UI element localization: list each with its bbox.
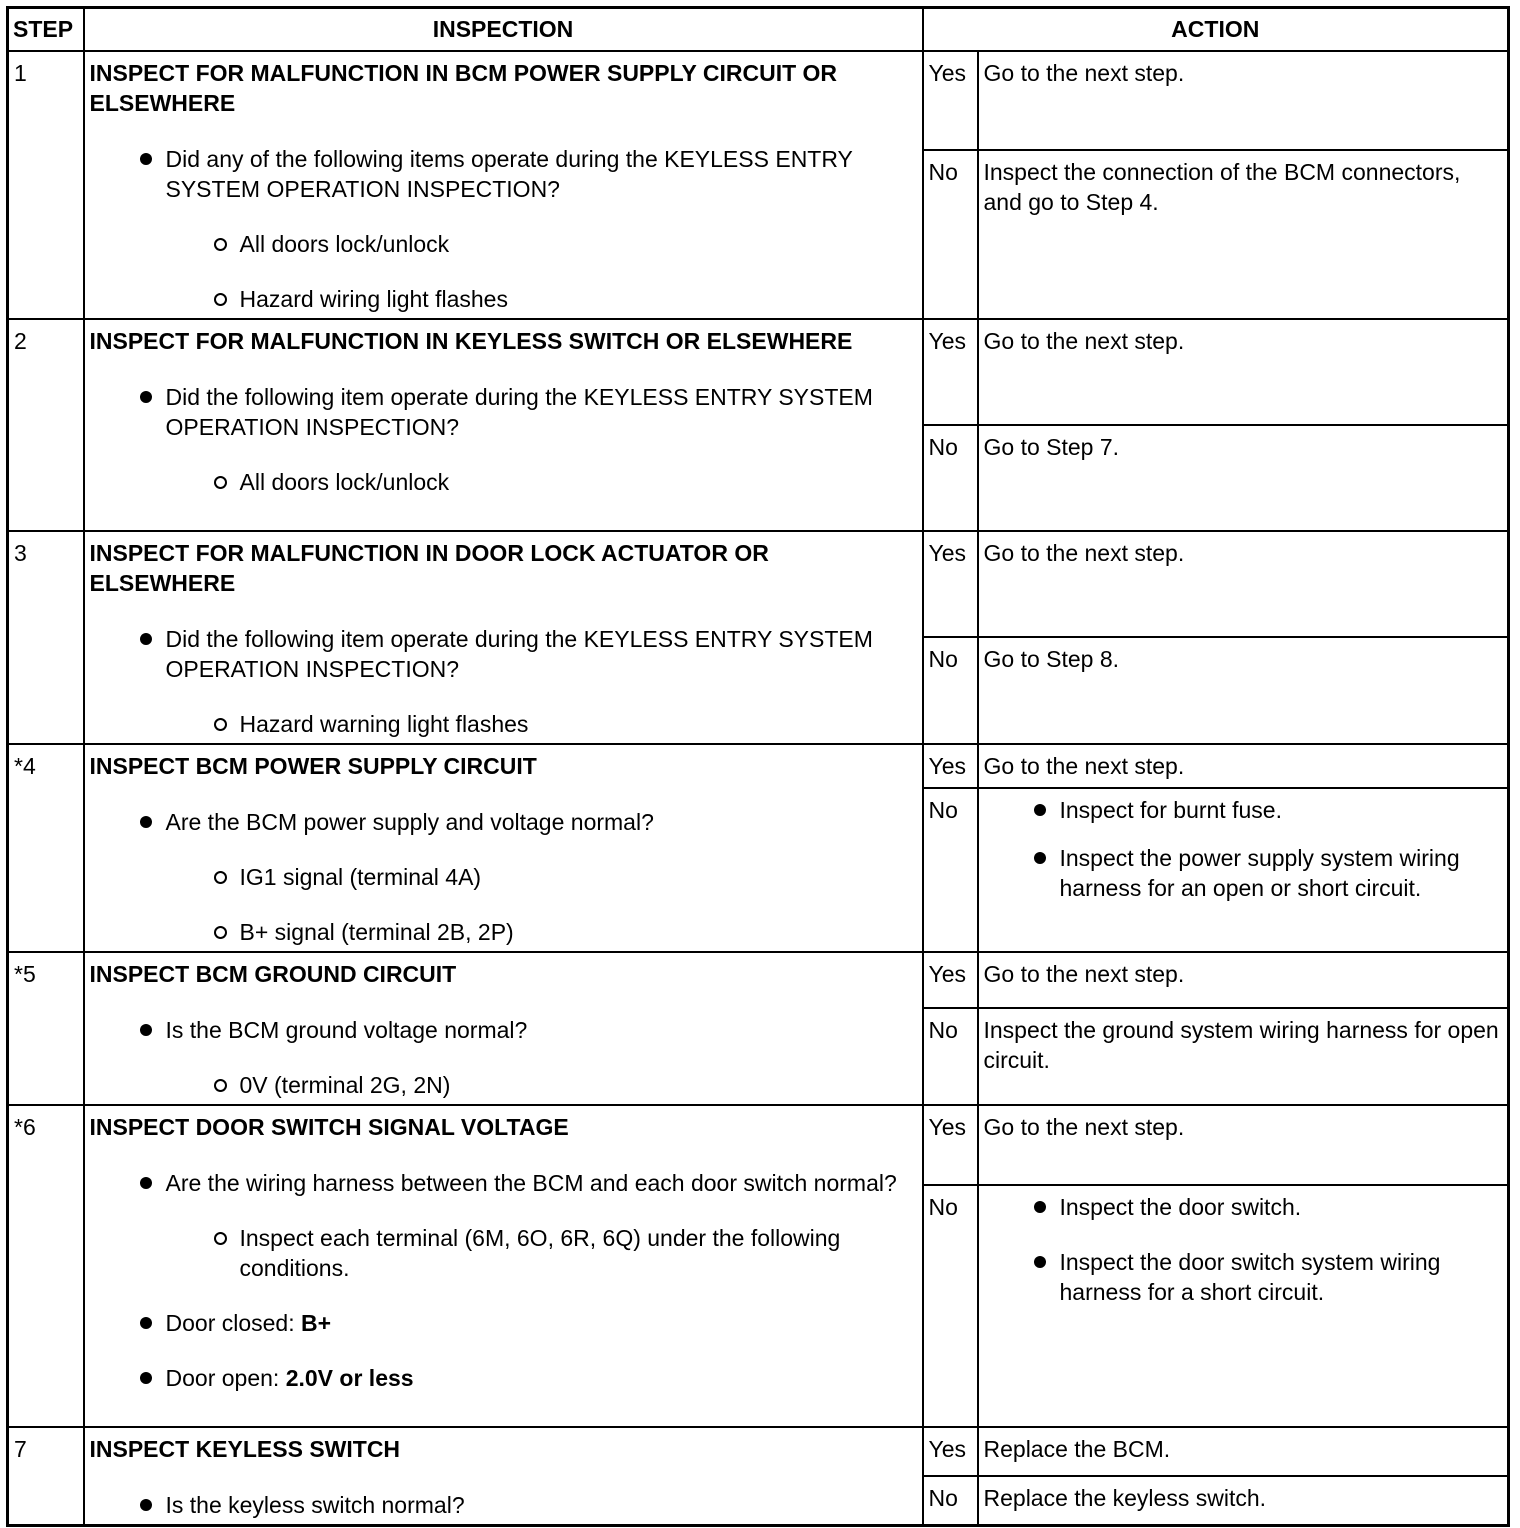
step-number: 7	[8, 1427, 84, 1526]
header-action: ACTION	[923, 8, 1509, 51]
action-bullet: Inspect the door switch system wiring harness for a short circuit.	[984, 1247, 1503, 1307]
yes-action: Replace the BCM.	[978, 1427, 1509, 1477]
yes-label: Yes	[923, 1427, 978, 1477]
inspection-cell	[84, 531, 923, 744]
condition-value: B+	[301, 1309, 332, 1336]
inspection-title: INSPECT DOOR SWITCH SIGNAL VOLTAGE	[89, 1113, 569, 1140]
action-bullet: Inspect the power supply system wiring harness for an open or short circuit.	[984, 843, 1503, 903]
sub-bullet-item: B+ signal (terminal 2B, 2P)	[90, 917, 917, 947]
sub-bullet-item: Inspect each terminal (6M, 6O, 6R, 6Q) under the following conditions.	[90, 1223, 917, 1283]
bullet-item: Is the BCM ground voltage normal?	[90, 1015, 917, 1045]
no-action: Inspect the connection of the BCM connectors, and go to Step 4.	[978, 150, 1509, 319]
sub-bullet-item: Hazard warning light flashes	[90, 709, 917, 739]
step-number: 2	[8, 319, 84, 531]
inspection-title: INSPECT FOR MALFUNCTION IN BCM POWER SUPPLY CIRCUIT OR ELSEWHERE	[89, 59, 838, 116]
yes-label: Yes	[923, 51, 978, 150]
yes-label: Yes	[923, 952, 978, 1008]
bullet-item: Did any of the following items operate during the KEYLESS ENTRY SYSTEM OPERATION INSPECTION?	[90, 144, 917, 204]
inspection-title: INSPECT FOR MALFUNCTION IN DOOR LOCK ACTUATOR OR ELSEWHERE	[89, 539, 769, 596]
inspection-cell	[84, 1427, 923, 1526]
action-bullet: Inspect for burnt fuse.	[984, 795, 1503, 825]
yes-action: Go to the next step.	[978, 319, 1509, 425]
table-row	[8, 1105, 1509, 1185]
no-action	[978, 1185, 1509, 1427]
inspection-title: INSPECT KEYLESS SWITCH	[89, 1435, 401, 1462]
diagnostic-table	[6, 6, 1510, 1527]
bullet-item: Is the keyless switch normal?	[90, 1490, 917, 1520]
inspection-title: INSPECT BCM POWER SUPPLY CIRCUIT	[89, 752, 537, 779]
no-label: No	[923, 150, 978, 319]
sub-bullet-item: Hazard wiring light flashes	[90, 284, 917, 314]
yes-label: Yes	[923, 319, 978, 425]
step-number: *6	[8, 1105, 84, 1427]
inspection-cell	[84, 744, 923, 952]
inspection-title: INSPECT FOR MALFUNCTION IN KEYLESS SWITCH OR ELSEWHERE	[89, 327, 853, 354]
header-step: STEP	[8, 8, 84, 51]
yes-action: Go to the next step.	[978, 531, 1509, 638]
header-inspection: INSPECTION	[84, 8, 923, 51]
table-row	[8, 319, 1509, 425]
bullet-item: Did the following item operate during the KEYLESS ENTRY SYSTEM OPERATION INSPECTION?	[90, 382, 917, 442]
action-bullet: Inspect the door switch.	[984, 1192, 1503, 1222]
yes-label: Yes	[923, 531, 978, 638]
sub-bullet-item: All doors lock/unlock	[90, 229, 917, 259]
no-action	[978, 788, 1509, 952]
no-label: No	[923, 1185, 978, 1427]
no-label: No	[923, 637, 978, 744]
yes-action: Go to the next step.	[978, 744, 1509, 788]
condition-value: 2.0V or less	[285, 1364, 414, 1391]
condition-label: Door open:	[165, 1364, 286, 1391]
bullet-item: Are the BCM power supply and voltage normal?	[90, 807, 917, 837]
sub-bullet-item: 0V (terminal 2G, 2N)	[90, 1070, 917, 1100]
no-label: No	[923, 425, 978, 531]
bullet-item: Are the wiring harness between the BCM and each door switch normal?	[90, 1168, 917, 1198]
bullet-item	[90, 1308, 917, 1338]
sub-bullet-item: IG1 signal (terminal 4A)	[90, 862, 917, 892]
bullet-item: Did the following item operate during the KEYLESS ENTRY SYSTEM OPERATION INSPECTION?	[90, 624, 917, 684]
no-label: No	[923, 788, 978, 952]
table-row	[8, 531, 1509, 638]
inspection-cell	[84, 319, 923, 531]
no-action: Go to Step 7.	[978, 425, 1509, 531]
yes-label: Yes	[923, 744, 978, 788]
no-label: No	[923, 1008, 978, 1105]
no-action: Inspect the ground system wiring harness for open circuit.	[978, 1008, 1509, 1105]
step-number: *4	[8, 744, 84, 952]
header-row	[8, 8, 1509, 51]
sub-bullet-item: All doors lock/unlock	[90, 467, 917, 497]
step-number: 1	[8, 51, 84, 319]
yes-action: Go to the next step.	[978, 51, 1509, 150]
table-row	[8, 1427, 1509, 1477]
inspection-cell	[84, 51, 923, 319]
no-action: Replace the keyless switch.	[978, 1476, 1509, 1525]
yes-action: Go to the next step.	[978, 952, 1509, 1008]
table-row	[8, 952, 1509, 1008]
table-row	[8, 744, 1509, 788]
step-number: 3	[8, 531, 84, 744]
step-number: *5	[8, 952, 84, 1105]
inspection-cell	[84, 1105, 923, 1427]
inspection-cell	[84, 952, 923, 1105]
bullet-item	[90, 1363, 917, 1393]
table-row	[8, 51, 1509, 150]
condition-label: Door closed:	[165, 1309, 302, 1336]
inspection-title: INSPECT BCM GROUND CIRCUIT	[89, 960, 457, 987]
yes-label: Yes	[923, 1105, 978, 1185]
yes-action: Go to the next step.	[978, 1105, 1509, 1185]
no-action: Go to Step 8.	[978, 637, 1509, 744]
no-label: No	[923, 1476, 978, 1525]
